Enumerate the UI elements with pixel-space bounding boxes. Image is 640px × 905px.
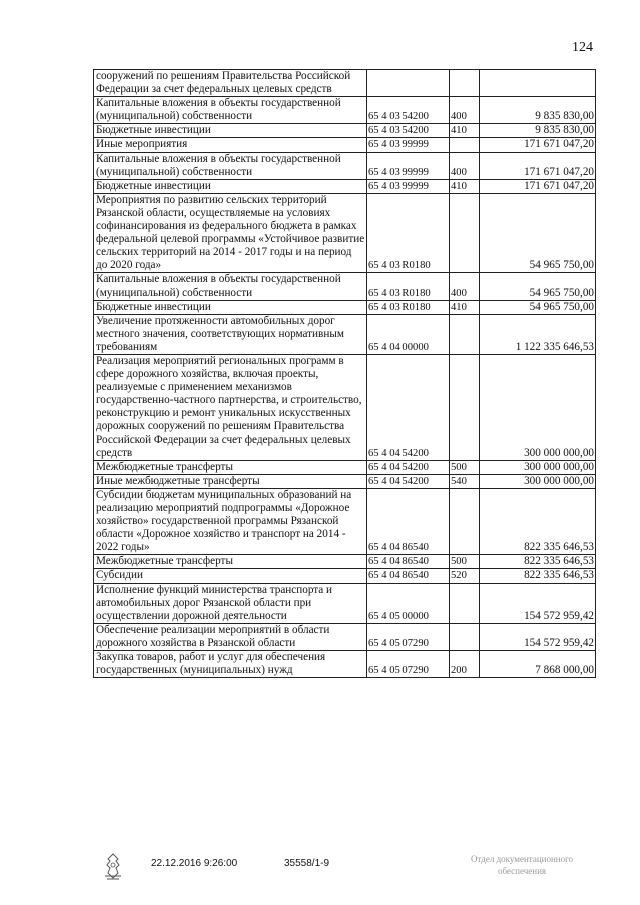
row-expense-type: [450, 138, 480, 152]
table-row: [94, 314, 596, 354]
row-name: Межбюджетные трансферты: [94, 555, 367, 569]
row-code: [367, 70, 450, 97]
row-amount: 54 965 750,00: [480, 300, 596, 314]
table-row: [94, 273, 596, 300]
row-amount: 1 122 335 646,53: [480, 314, 596, 354]
row-code: 65 4 04 00000: [367, 314, 450, 354]
row-expense-type: 500: [450, 460, 480, 474]
row-name: Бюджетные инвестиции: [94, 300, 367, 314]
row-name: Увеличение протяженности автомобильных дорог местного значения, соответствующих нормативным требованиям: [94, 314, 367, 354]
row-amount: 822 335 646,53: [480, 569, 596, 583]
row-name: Обеспечение реализации мероприятий в области дорожного хозяйства в Рязанской области: [94, 623, 367, 650]
row-code: 65 4 03 R0180: [367, 193, 450, 273]
row-expense-type: [450, 193, 480, 273]
row-name: Мероприятия по развитию сельских территорий Рязанской области, осуществляемые на условиях софинансирования из федерального бюджета в рамках федеральной целевой программы «Устойчивое развитие сельских территорий на 2014 - 2017 годы и на период до 2020 года»: [94, 193, 367, 273]
table-row: [94, 569, 596, 583]
table-row: [94, 555, 596, 569]
row-expense-type: [450, 488, 480, 554]
footer-date: 22.12.2016 9:26:00: [151, 858, 238, 869]
row-code: 65 4 04 86540: [367, 488, 450, 554]
row-name: Иные межбюджетные трансферты: [94, 474, 367, 488]
row-amount: 9 835 830,00: [480, 124, 596, 138]
table-row: [94, 488, 596, 554]
row-amount: 171 671 047,20: [480, 179, 596, 193]
footer-doc-number: 35558/1-9: [284, 858, 330, 869]
row-code: 65 4 04 86540: [367, 569, 450, 583]
table-row: [94, 124, 596, 138]
table-row: [94, 138, 596, 152]
row-name: Капитальные вложения в объекты государственной (муниципальной) собственности: [94, 97, 367, 124]
page-number: 124: [572, 40, 593, 55]
row-amount: 54 965 750,00: [480, 273, 596, 300]
table-row: [94, 300, 596, 314]
row-code: 65 4 04 54200: [367, 460, 450, 474]
row-code: 65 4 03 54200: [367, 97, 450, 124]
row-amount: 822 335 646,53: [480, 488, 596, 554]
row-expense-type: 410: [450, 300, 480, 314]
row-expense-type: 410: [450, 124, 480, 138]
row-expense-type: 400: [450, 152, 480, 179]
row-code: 65 4 05 07290: [367, 623, 450, 650]
row-name: Бюджетные инвестиции: [94, 179, 367, 193]
row-amount: 154 572 959,42: [480, 583, 596, 623]
stamp-line-1: Отдел документационного: [470, 854, 574, 864]
row-expense-type: 400: [450, 273, 480, 300]
row-name: Капитальные вложения в объекты государственной (муниципальной) собственности: [94, 152, 367, 179]
table-row: [94, 152, 596, 179]
row-code: 65 4 03 99999: [367, 138, 450, 152]
row-amount: 54 965 750,00: [480, 193, 596, 273]
department-stamp: [452, 853, 592, 877]
row-amount: [480, 70, 596, 97]
row-name: Реализация мероприятий региональных программ в сфере дорожного хозяйства, включая проекты, реализуемые с применением механизмов государственно-частного партнерства, и строительство, реконструкцию и ремонт уникальных искусственных дорожных сооружений по решениям Правительства Российской Федерации за счет федеральных целевых средств: [94, 354, 367, 460]
coat-of-arms-icon: [96, 851, 130, 881]
table-row: [94, 193, 596, 273]
row-expense-type: 410: [450, 179, 480, 193]
row-code: 65 4 03 99999: [367, 179, 450, 193]
row-code: 65 4 03 99999: [367, 152, 450, 179]
row-code: 65 4 04 54200: [367, 474, 450, 488]
row-amount: 171 671 047,20: [480, 152, 596, 179]
table-row: [94, 179, 596, 193]
row-expense-type: [450, 583, 480, 623]
row-expense-type: [450, 623, 480, 650]
row-name: Капитальные вложения в объекты государственной (муниципальной) собственности: [94, 273, 367, 300]
table-row: [94, 460, 596, 474]
table-row: [94, 623, 596, 650]
row-amount: 822 335 646,53: [480, 555, 596, 569]
row-expense-type: [450, 70, 480, 97]
row-code: 65 4 05 07290: [367, 651, 450, 678]
row-amount: 300 000 000,00: [480, 460, 596, 474]
row-name: Закупка товаров, работ и услуг для обеспечения государственных (муниципальных) нужд: [94, 651, 367, 678]
row-code: 65 4 03 R0180: [367, 273, 450, 300]
row-expense-type: [450, 314, 480, 354]
table-row: [94, 651, 596, 678]
row-code: 65 4 04 86540: [367, 555, 450, 569]
table-row: [94, 97, 596, 124]
budget-table-body: [94, 70, 596, 678]
row-expense-type: 200: [450, 651, 480, 678]
row-expense-type: 500: [450, 555, 480, 569]
row-code: 65 4 05 00000: [367, 583, 450, 623]
row-expense-type: 520: [450, 569, 480, 583]
row-name: Субсидии бюджетам муниципальных образований на реализацию мероприятий подпрограммы «Дорожное хозяйство» государственной программы Рязанской области «Дорожное хозяйство и транспорт на 2014 - 2022 годы»: [94, 488, 367, 554]
row-expense-type: 400: [450, 97, 480, 124]
row-name: сооружений по решениям Правительства Российской Федерации за счет федеральных целевых средств: [94, 70, 367, 97]
row-amount: 9 835 830,00: [480, 97, 596, 124]
row-amount: 7 868 000,00: [480, 651, 596, 678]
row-name: Субсидии: [94, 569, 367, 583]
row-code: 65 4 04 54200: [367, 354, 450, 460]
table-row: [94, 474, 596, 488]
row-name: Исполнение функций министерства транспорта и автомобильных дорог Рязанской области при осуществлении дорожной деятельности: [94, 583, 367, 623]
stamp-line-2: обеспечения: [497, 866, 547, 876]
budget-table: [93, 69, 596, 678]
row-code: 65 4 03 R0180: [367, 300, 450, 314]
row-amount: 300 000 000,00: [480, 354, 596, 460]
table-row: [94, 583, 596, 623]
table-row: [94, 354, 596, 460]
row-amount: 154 572 959,42: [480, 623, 596, 650]
row-name: Иные мероприятия: [94, 138, 367, 152]
row-amount: 171 671 047,20: [480, 138, 596, 152]
row-name: Межбюджетные трансферты: [94, 460, 367, 474]
row-amount: 300 000 000,00: [480, 474, 596, 488]
row-code: 65 4 03 54200: [367, 124, 450, 138]
table-row: [94, 70, 596, 97]
row-expense-type: [450, 354, 480, 460]
row-expense-type: 540: [450, 474, 480, 488]
row-name: Бюджетные инвестиции: [94, 124, 367, 138]
